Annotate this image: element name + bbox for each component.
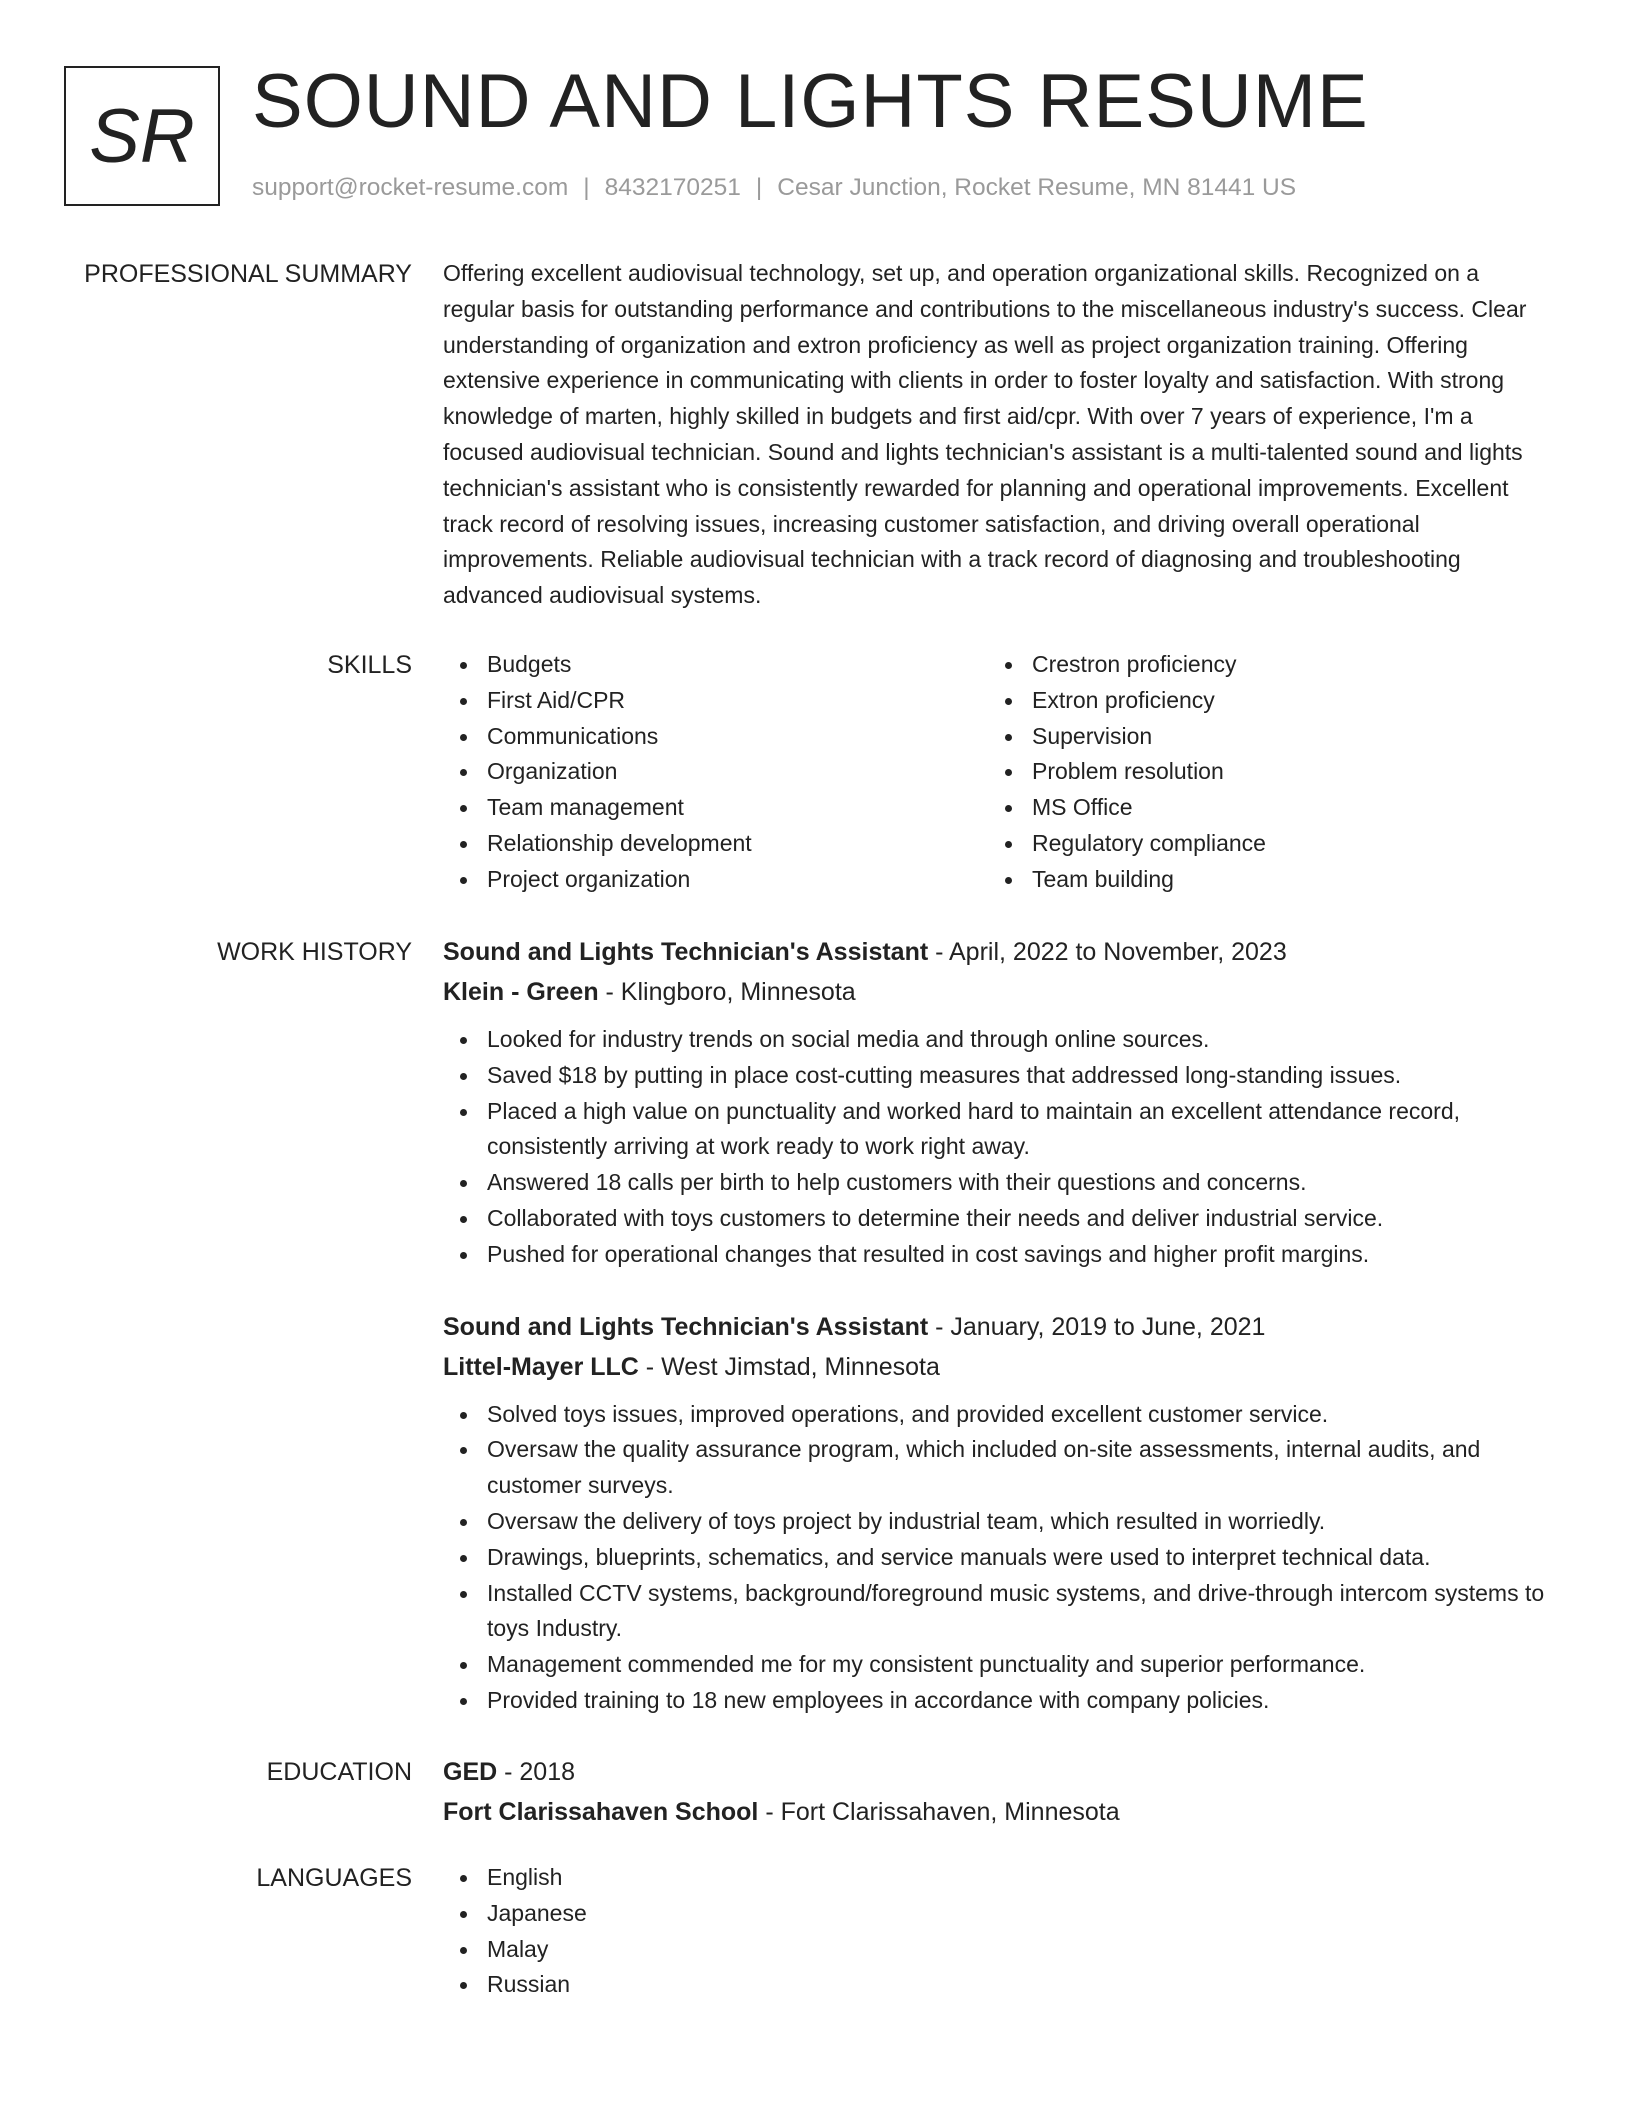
resume-title: SOUND AND LIGHTS RESUME — [252, 59, 1369, 144]
job-entry — [443, 932, 1555, 1273]
job-bullet-item: Management commended me for my consistent punctuality and superior performance. — [443, 1647, 1555, 1683]
education-location: - Fort Clarissahaven, Minnesota — [758, 1798, 1120, 1826]
job-company-line — [443, 1347, 1555, 1387]
job-bullet-item: Installed CCTV systems, background/foreground music systems, and drive-through intercom systems to toys Industry. — [443, 1576, 1555, 1648]
job-company: Littel-Mayer LLC — [443, 1352, 639, 1381]
languages-heading: LANGUAGES — [256, 1864, 412, 1892]
skill-item: Communications — [443, 719, 988, 755]
language-item: Russian — [443, 1967, 1555, 2003]
job-title-line — [443, 1307, 1555, 1347]
skill-item: Crestron proficiency — [988, 647, 1533, 683]
education-year: - 2018 — [497, 1758, 576, 1786]
skills-heading: SKILLS — [327, 651, 412, 679]
skills-list-left — [443, 647, 988, 898]
contact-separator: | — [755, 174, 763, 201]
education-school: Fort Clarissahaven School — [443, 1798, 759, 1826]
language-item: Malay — [443, 1932, 1555, 1968]
contact-line — [252, 172, 1296, 204]
job-entry — [443, 1307, 1555, 1719]
education-heading: EDUCATION — [266, 1758, 412, 1786]
education-degree-line — [443, 1752, 1555, 1792]
skills-grid — [443, 647, 1555, 898]
skill-item: Team management — [443, 790, 988, 826]
job-dates: - April, 2022 to November, 2023 — [928, 938, 1287, 966]
job-bullet-item: Placed a high value on punctuality and worked hard to maintain an excellent attendance record, consistently arriving at work ready to work right away. — [443, 1094, 1555, 1166]
job-bullets — [443, 1397, 1555, 1719]
job-location: - West Jimstad, Minnesota — [638, 1352, 940, 1381]
job-bullet-item: Answered 18 calls per birth to help customers with their questions and concerns. — [443, 1165, 1555, 1201]
education-school-line — [443, 1792, 1555, 1832]
job-company-line — [443, 972, 1555, 1012]
job-bullet-item: Collaborated with toys customers to determine their needs and deliver industrial service. — [443, 1201, 1555, 1237]
skill-item: Supervision — [988, 719, 1533, 755]
job-bullet-item: Drawings, blueprints, schematics, and service manuals were used to interpret technical data. — [443, 1540, 1555, 1576]
job-title: Sound and Lights Technician's Assistant — [443, 938, 929, 966]
skill-item: Project organization — [443, 862, 988, 898]
language-item: Japanese — [443, 1896, 1555, 1932]
job-title-line — [443, 932, 1555, 972]
languages-body — [443, 1860, 1555, 2003]
job-company: Klein - Green — [443, 978, 599, 1006]
summary-body — [443, 256, 1555, 614]
skill-item: First Aid/CPR — [443, 683, 988, 719]
job-title: Sound and Lights Technician's Assistant — [443, 1312, 929, 1341]
job-dates: - January, 2019 to June, 2021 — [928, 1312, 1266, 1341]
skill-item: Organization — [443, 754, 988, 790]
skill-item: Extron proficiency — [988, 683, 1533, 719]
job-location: - Klingboro, Minnesota — [598, 978, 856, 1006]
languages-list — [443, 1860, 1555, 2003]
language-item: English — [443, 1860, 1555, 1896]
job-bullet-item: Saved $18 by putting in place cost-cutting measures that addressed long-standing issues. — [443, 1058, 1555, 1094]
contact-address: Cesar Junction, Rocket Resume, MN 81441 US — [777, 174, 1297, 201]
job-bullet-item: Looked for industry trends on social media and through online sources. — [443, 1022, 1555, 1058]
contact-separator: | — [583, 174, 590, 201]
education-body — [443, 1752, 1555, 1832]
skill-item: MS Office — [988, 790, 1533, 826]
skill-item: Regulatory compliance — [988, 826, 1533, 862]
monogram-initials: SR — [89, 93, 195, 179]
skills-list-right — [988, 647, 1533, 898]
skill-item: Relationship development — [443, 826, 988, 862]
job-bullet-item: Solved toys issues, improved operations, and provided excellent customer service. — [443, 1397, 1555, 1433]
job-bullet-item: Pushed for operational changes that resulted in cost savings and higher profit margins. — [443, 1237, 1555, 1273]
job-bullets — [443, 1022, 1555, 1273]
work-body — [443, 932, 1555, 1719]
work-heading: WORK HISTORY — [217, 938, 412, 966]
summary-heading: PROFESSIONAL SUMMARY — [84, 260, 412, 288]
monogram-logo — [64, 66, 220, 206]
job-bullet-item: Provided training to 18 new employees in accordance with company policies. — [443, 1683, 1555, 1719]
education-degree: GED — [443, 1758, 498, 1786]
contact-phone[interactable]: 8432170251 — [604, 174, 741, 201]
skill-item: Problem resolution — [988, 754, 1533, 790]
skill-item: Team building — [988, 862, 1533, 898]
job-bullet-item: Oversaw the delivery of toys project by industrial team, which resulted in worriedly. — [443, 1504, 1555, 1540]
summary-text: Offering excellent audiovisual technology, set up, and operation organizational skills. Recognized on a regular basis for outstanding performance and contributions to the miscellaneous industry's success. Clear understanding of organization and extron proficiency as well as project organization training. Offering extensive experience in communicating with clients in order to foster loyalty and satisfaction. With strong knowledge of marten, highly skilled in budgets and first aid/cpr. With over 7 years of experience, I'm a focused audiovisual technician. Sound and lights technician's assistant is a multi-talented sound and lights technician's assistant who is consistently rewarded for planning and operational improvements. Excellent track record of resolving issues, increasing customer satisfaction, and driving overall operational improvements. Reliable audiovisual technician with a track record of diagnosing and troubleshooting advanced audiovisual systems. — [443, 260, 1527, 609]
skill-item: Budgets — [443, 647, 988, 683]
contact-email[interactable]: support@rocket-resume.com — [252, 174, 569, 201]
job-bullet-item: Oversaw the quality assurance program, which included on-site assessments, internal audits, and customer surveys. — [443, 1432, 1555, 1504]
